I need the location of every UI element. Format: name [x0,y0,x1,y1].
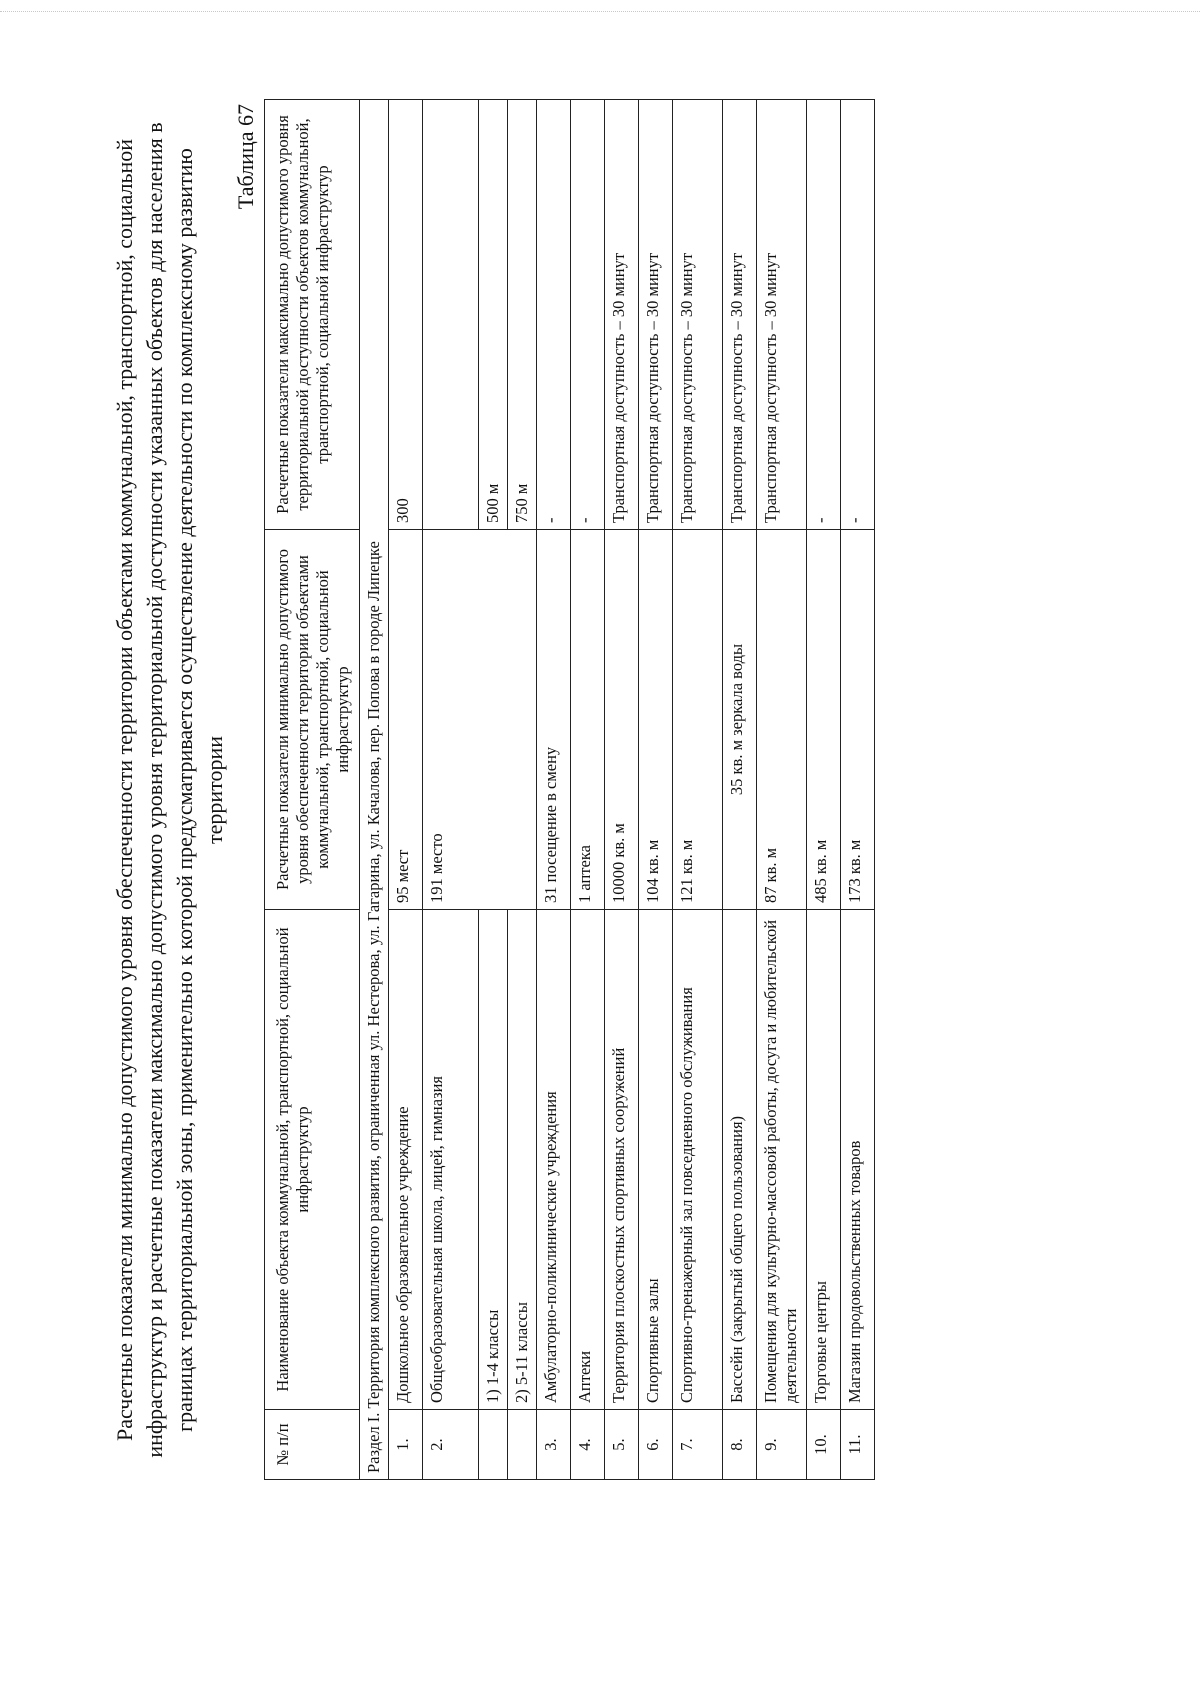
indicators-table [264,99,875,1480]
table-row [571,100,605,1480]
table-row [605,100,639,1480]
row-max: 500 м [479,100,508,530]
row-max: Транспортная доступность – 30 минут [605,100,639,530]
row-min: 35 кв. м зеркала воды [723,530,757,910]
row-min: 95 мест [389,530,423,910]
row-name: 1) 1-4 классы [479,910,508,1410]
row-num: 7. [673,1410,723,1480]
col-header-max: Расчетные показатели максимально допустимого уровня территориальной доступности объектов коммунальной, транспортной, социальной инфраструктур [265,100,360,530]
row-min: 104 кв. м [639,530,673,910]
table-row [639,100,673,1480]
row-name: Амбулаторно-поликлинические учреждения [537,910,571,1410]
table-row [757,100,807,1480]
row-name: Помещения для культурно-массовой работы, досуга и любительской деятельности [757,910,807,1410]
row-max: - [807,100,841,530]
row-num: 2. [423,1410,479,1480]
row-num [508,1410,537,1480]
row-num: 3. [537,1410,571,1480]
page-content [110,100,875,1480]
row-num: 9. [757,1410,807,1480]
table-row [723,100,757,1480]
row-max: 300 [389,100,423,530]
row-name: Спортивные залы [639,910,673,1410]
row-min: 1 аптека [571,530,605,910]
col-header-num: № п/п [265,1410,360,1480]
row-max [423,100,479,530]
row-min: 191 место [423,530,537,910]
row-name: Бассейн (закрытый общего пользования) [723,910,757,1410]
row-name: Общеобразовательная школа, лицей, гимназия [423,910,479,1410]
row-name: Территория плоскостных спортивных сооружений [605,910,639,1410]
row-name: Спортивно-тренажерный зал повседневного обслуживания [673,910,723,1410]
table-row [673,100,723,1480]
row-num [479,1410,508,1480]
row-max: - [571,100,605,530]
row-num: 8. [723,1410,757,1480]
table-row [423,100,479,1480]
row-num: 6. [639,1410,673,1480]
row-max: - [537,100,571,530]
row-name: Дошкольное образовательное учреждение [389,910,423,1410]
row-num: 5. [605,1410,639,1480]
row-max: Транспортная доступность – 30 минут [723,100,757,530]
row-min: 485 кв. м [807,530,841,910]
table-header-row [265,100,360,1480]
col-header-min: Расчетные показатели минимально допустимого уровня обеспеченности территории объектами коммунальной, транспортной, социальной инфраструктур [265,530,360,910]
row-num: 11. [841,1410,875,1480]
row-min: 173 кв. м [841,530,875,910]
row-name: Торговые центры [807,910,841,1410]
row-max: Транспортная доступность – 30 минут [757,100,807,530]
table-row [841,100,875,1480]
row-num: 4. [571,1410,605,1480]
row-min: 10000 кв. м [605,530,639,910]
section-row [360,100,389,1480]
row-min: 31 посещение в смену [537,530,571,910]
row-name: Аптеки [571,910,605,1410]
table-caption: Таблица 67 [233,104,258,210]
table-row [807,100,841,1480]
section-title: Раздел I. Территория комплексного развития, ограниченная ул. Нестерова, ул. Гагарина, ул. Качалова, пер. Попова в городе Липецке [360,100,389,1480]
row-max: Транспортная доступность – 30 минут [639,100,673,530]
table-row [537,100,571,1480]
row-name: Магазин продовольственных товаров [841,910,875,1410]
row-max: Транспортная доступность – 30 минут [673,100,723,530]
document-heading: Расчетные показатели минимально допустимого уровня обеспеченности территории объектами коммунальной, транспортной, социальной инфраструктур и расчетные показатели максимально допустимого уровня территориальной доступности указанных объектов для населения в границах территориальной зоны, применительно к которой предусматривается осуществление деятельности по комплексному развитию территории [112,122,227,1458]
table-row [389,100,423,1480]
row-max: - [841,100,875,530]
row-min: 121 кв. м [673,530,723,910]
row-min: 87 кв. м [757,530,807,910]
col-header-name: Наименование объекта коммунальной, транспортной, социальной инфраструктур [265,910,360,1410]
row-max: 750 м [508,100,537,530]
row-num: 1. [389,1410,423,1480]
row-num: 10. [807,1410,841,1480]
row-name: 2) 5-11 классы [508,910,537,1410]
